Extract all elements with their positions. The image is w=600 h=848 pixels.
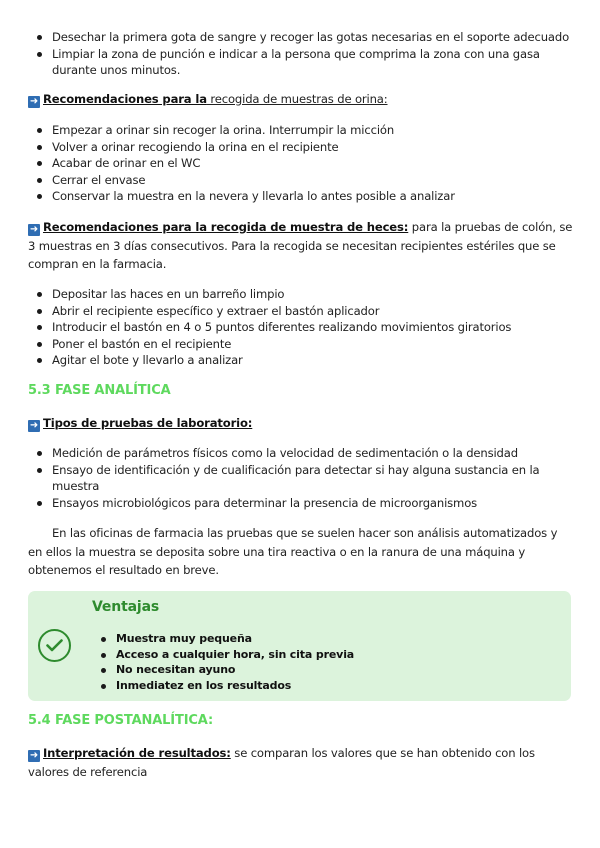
list-item: Introducir el bastón en 4 o 5 puntos diferentes realizando movimientos giratorios [52,319,572,336]
heces-list [52,286,572,369]
arrow-right-icon: ➜ [29,420,39,431]
ventajas-list [116,631,354,693]
list-item: Poner el bastón en el recipiente [52,336,572,353]
analitica-list [52,445,572,511]
section-title-analitica: 5.3 FASE ANALÍTICA [28,383,171,398]
list-item: Muestra muy pequeña [116,631,354,647]
list-item: Agitar el bote y llevarlo a analizar [52,352,572,369]
arrow-right-icon: ➜ [29,224,39,235]
ventajas-box [28,591,571,701]
list-item: Desechar la primera gota de sangre y recoger las gotas necesarias en el soporte adecuado [52,29,572,46]
list-item: Limpiar la zona de punción e indicar a la persona que comprima la zona con una gasa durante unos minutos. [52,46,572,79]
list-item: Conservar la muestra en la nevera y llevarla lo antes posible a analizar [52,188,572,205]
puncion-list [52,29,572,79]
ventajas-title: Ventajas [92,599,160,615]
list-item: Ensayo de identificación y de cualificación para detectar si hay alguna sustancia en la muestra [52,462,572,495]
list-item: Medición de parámetros físicos como la velocidad de sedimentación o la densidad [52,445,572,462]
arrow-right-icon: ➜ [29,96,39,107]
list-item: Volver a orinar recogiendo la orina en el recipiente [52,139,572,156]
orina-heading: ➜ Recomendaciones para la recogida de muestras de orina: [29,92,388,107]
list-item: Inmediatez en los resultados [116,678,354,694]
list-item: Abrir el recipiente específico y extraer el bastón aplicador [52,303,572,320]
analitica-heading: ➜ Tipos de pruebas de laboratorio: [29,416,253,431]
list-item: Empezar a orinar sin recoger la orina. Interrumpir la micción [52,122,572,139]
section-title-postanalitica: 5.4 FASE POSTANALÍTICA: [28,713,213,728]
heces-paragraph: ➜ Recomendaciones para la recogida de muestra de heces: para la pruebas de colón, se 3 muestras en 3 días consecutivos. Para la recogida se necesitan recipientes estériles que se compran en la farmacia. [28,220,573,272]
list-item: Acceso a cualquier hora, sin cita previa [116,647,355,661]
analitica-paragraph: En las oficinas de farmacia las pruebas que se suelen hacer son análisis automatizados y en ellos la muestra se deposita sobre una tira reactiva o en la ranura de una máquina y obtenemos el resultado en breve. [28,526,558,578]
list-item: Cerrar el envase [52,172,572,189]
check-circle-icon [38,629,71,662]
postanalitica-paragraph: ➜ Interpretación de resultados: se comparan los valores que se han obtenido con los valores de referencia [28,746,535,779]
list-item: Acabar de orinar en el WC [52,155,572,172]
arrow-right-icon: ➜ [29,750,39,761]
list-item: Ensayos microbiológicos para determinar la presencia de microorganismos [52,495,572,512]
list-item: Depositar las haces en un barreño limpio [52,286,572,303]
list-item: No necesitan ayuno [116,662,354,678]
orina-list [52,122,572,205]
